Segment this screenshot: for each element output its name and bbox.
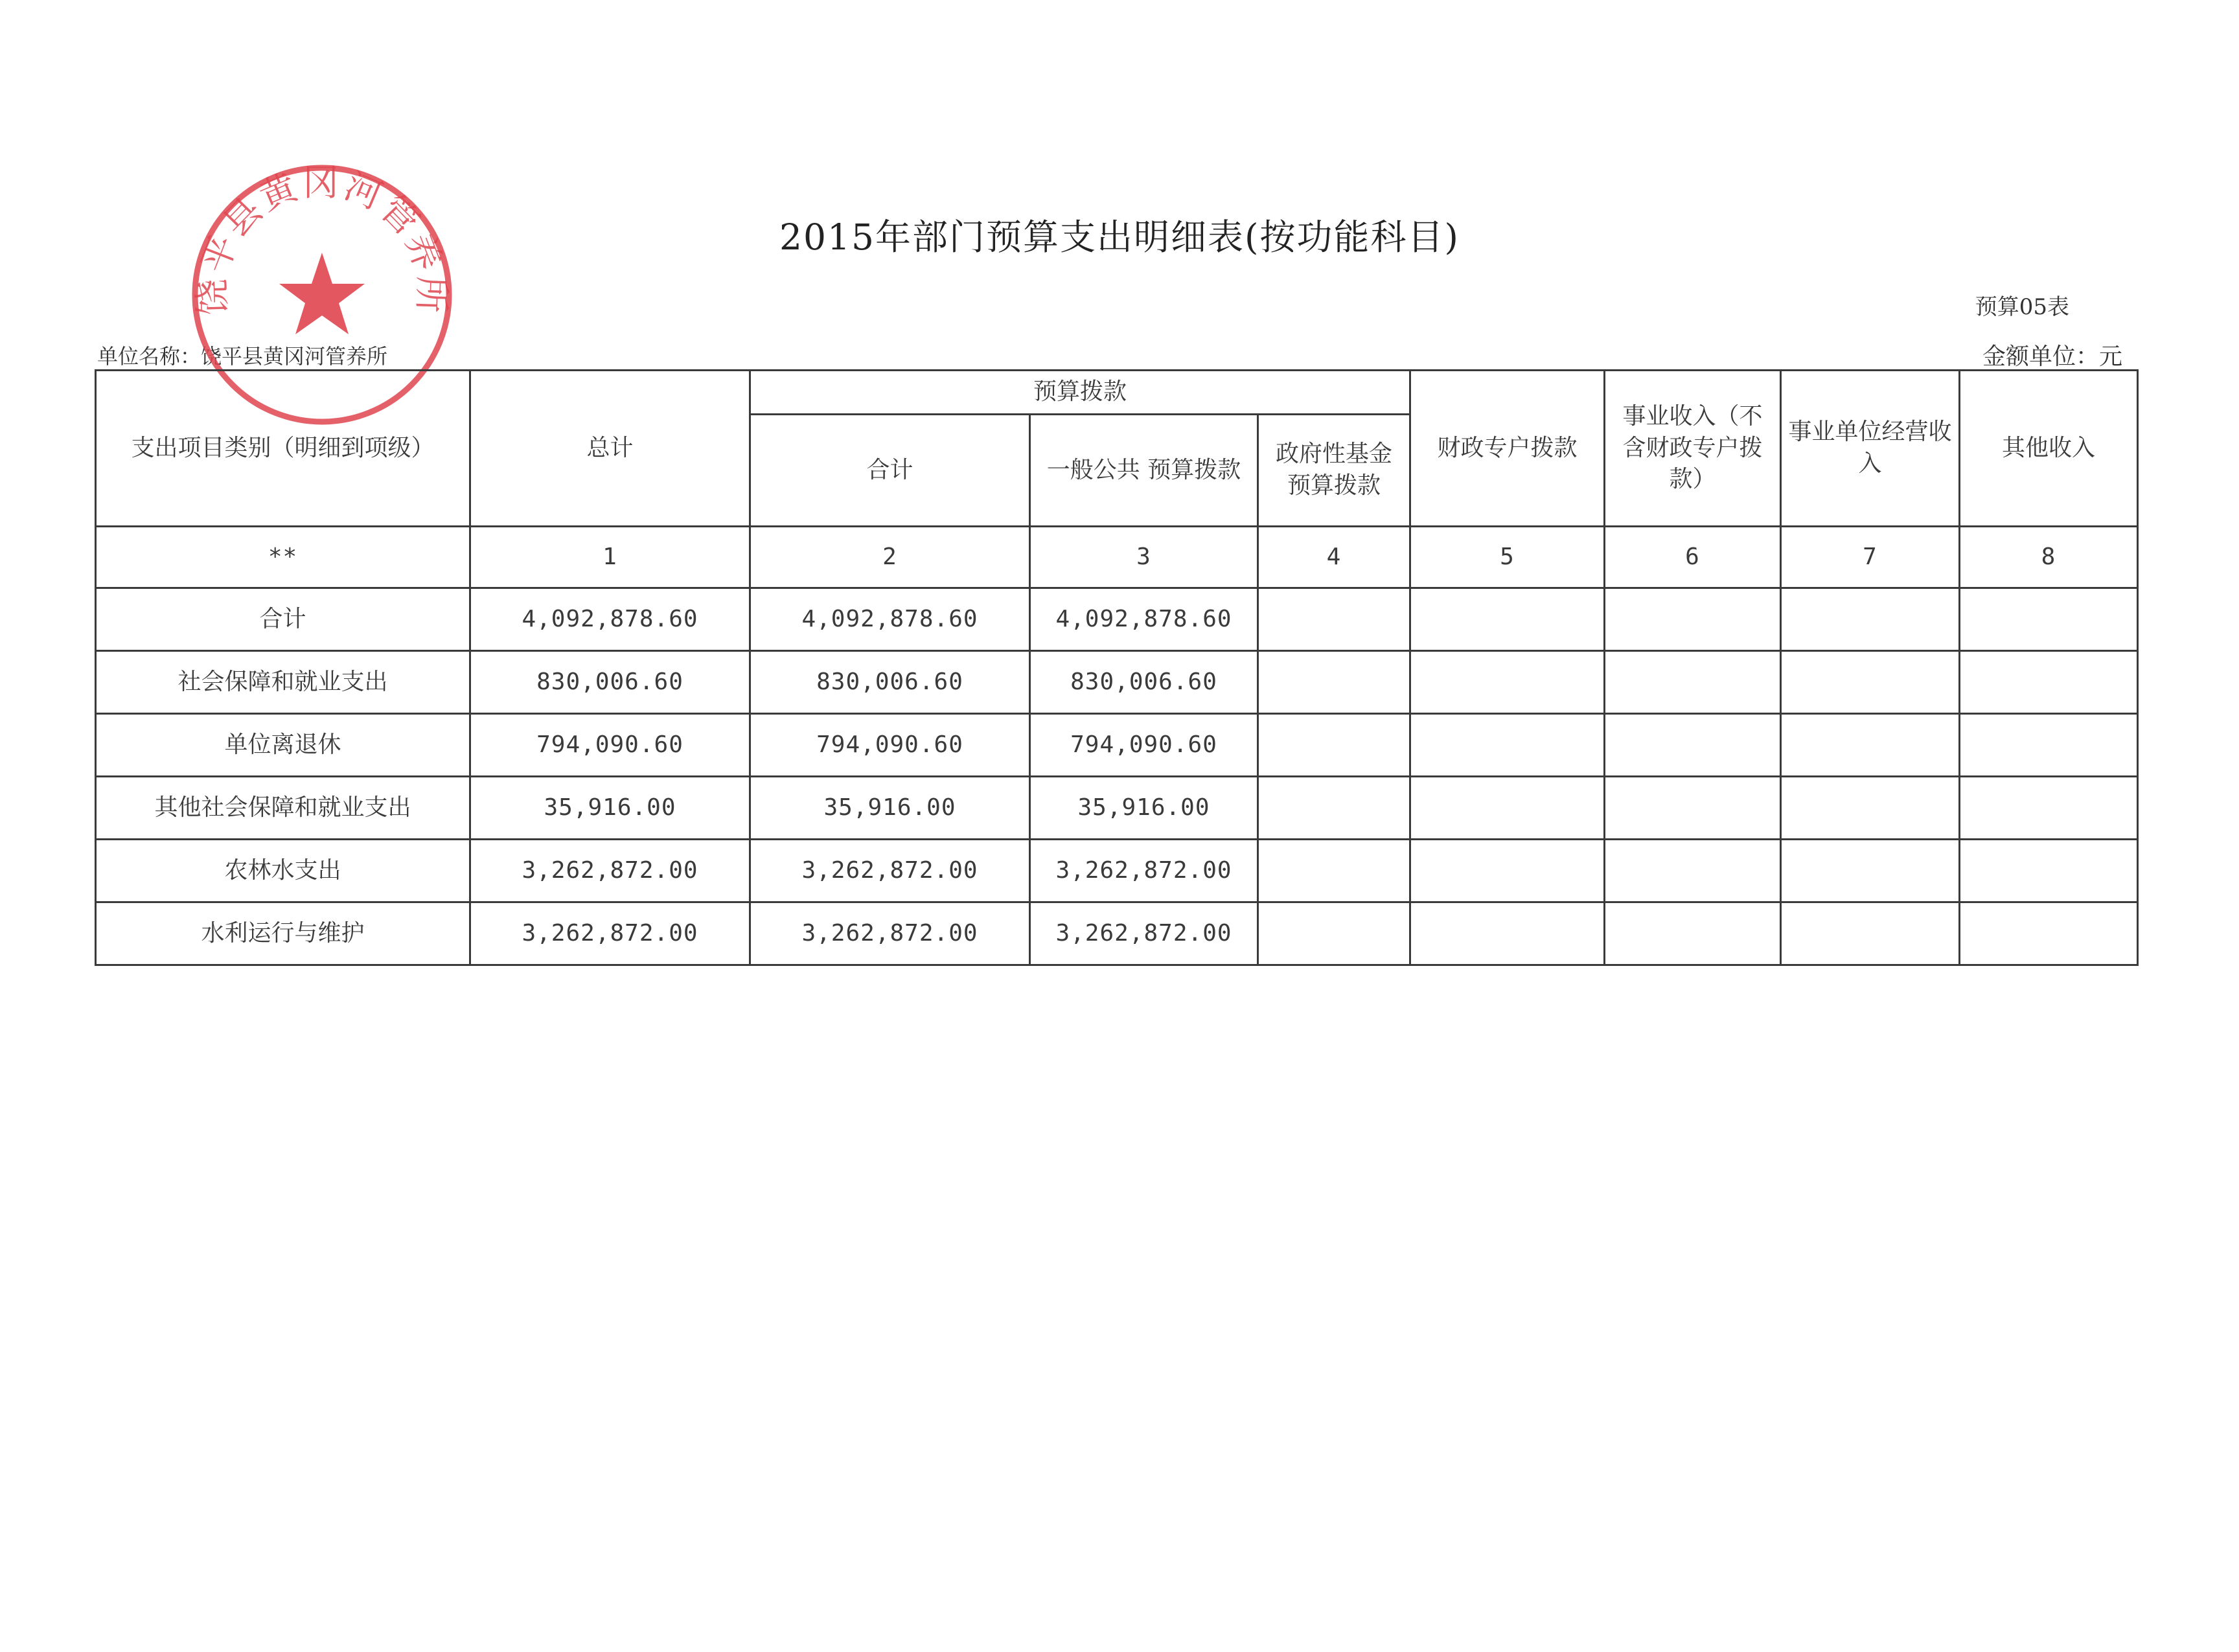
cell-empty bbox=[1605, 777, 1781, 840]
cell-empty bbox=[1258, 840, 1410, 902]
cell-empty bbox=[1960, 777, 2138, 840]
cell-subtotal: 35,916.00 bbox=[750, 777, 1030, 840]
cell-subtotal: 3,262,872.00 bbox=[750, 840, 1030, 902]
table-row bbox=[96, 777, 2138, 840]
col-number: ** bbox=[96, 527, 470, 588]
seal-star-icon bbox=[279, 253, 365, 334]
cell-empty bbox=[1258, 777, 1410, 840]
cell-total: 3,262,872.00 bbox=[470, 902, 750, 965]
header-gov-fund: 政府性基金预算拨款 bbox=[1258, 415, 1410, 527]
cell-empty bbox=[1781, 714, 1960, 777]
cell-subtotal: 830,006.60 bbox=[750, 651, 1030, 714]
cell-subtotal: 794,090.60 bbox=[750, 714, 1030, 777]
header-other-income: 其他收入 bbox=[1960, 371, 2138, 527]
cell-subtotal: 4,092,878.60 bbox=[750, 588, 1030, 651]
header-business-income: 事业收入（不含财政专户拨款） bbox=[1605, 371, 1781, 527]
table-row bbox=[96, 714, 2138, 777]
cell-general: 3,262,872.00 bbox=[1030, 840, 1258, 902]
cell-empty bbox=[1960, 651, 2138, 714]
cell-empty bbox=[1960, 840, 2138, 902]
header-row-1 bbox=[96, 371, 2138, 415]
cell-total: 794,090.60 bbox=[470, 714, 750, 777]
cell-empty bbox=[1781, 588, 1960, 651]
row-label: 社会保障和就业支出 bbox=[96, 651, 470, 714]
header-budget-group: 预算拨款 bbox=[750, 371, 1410, 415]
column-number-row bbox=[96, 527, 2138, 588]
header-operating-income: 事业单位经营收入 bbox=[1781, 371, 1960, 527]
unit-name-label: 单位名称： bbox=[97, 344, 201, 369]
form-code: 预算05表 bbox=[1975, 294, 2069, 320]
col-number: 5 bbox=[1410, 527, 1605, 588]
seal-text: 饶平县黄冈河管养所 bbox=[191, 162, 453, 316]
cell-total: 3,262,872.00 bbox=[470, 840, 750, 902]
cell-empty bbox=[1410, 651, 1605, 714]
cell-general: 3,262,872.00 bbox=[1030, 902, 1258, 965]
unit-name-value: 饶平县黄冈河管养所 bbox=[201, 344, 388, 369]
cell-subtotal: 3,262,872.00 bbox=[750, 902, 1030, 965]
cell-empty bbox=[1960, 902, 2138, 965]
header-category: 支出项目类别（明细到项级） bbox=[96, 371, 470, 527]
row-label: 其他社会保障和就业支出 bbox=[96, 777, 470, 840]
cell-empty bbox=[1605, 840, 1781, 902]
table-row bbox=[96, 902, 2138, 965]
cell-empty bbox=[1410, 588, 1605, 651]
header-general-budget: 一般公共 预算拨款 bbox=[1030, 415, 1258, 527]
cell-empty bbox=[1960, 714, 2138, 777]
amount-unit: 金额单位：元 bbox=[1982, 343, 2122, 370]
cell-empty bbox=[1781, 777, 1960, 840]
budget-expenditure-table bbox=[95, 369, 2139, 966]
cell-general: 794,090.60 bbox=[1030, 714, 1258, 777]
cell-empty bbox=[1605, 651, 1781, 714]
cell-empty bbox=[1605, 714, 1781, 777]
page-title: 2015年部门预算支出明细表(按功能科目) bbox=[779, 216, 1460, 258]
col-number: 4 bbox=[1258, 527, 1410, 588]
table-row bbox=[96, 840, 2138, 902]
table-row bbox=[96, 651, 2138, 714]
cell-empty bbox=[1781, 902, 1960, 965]
cell-empty bbox=[1258, 588, 1410, 651]
cell-total: 35,916.00 bbox=[470, 777, 750, 840]
cell-empty bbox=[1258, 902, 1410, 965]
cell-general: 35,916.00 bbox=[1030, 777, 1258, 840]
cell-general: 4,092,878.60 bbox=[1030, 588, 1258, 651]
row-label: 农林水支出 bbox=[96, 840, 470, 902]
row-label: 合计 bbox=[96, 588, 470, 651]
cell-empty bbox=[1410, 840, 1605, 902]
col-number: 2 bbox=[750, 527, 1030, 588]
cell-total: 4,092,878.60 bbox=[470, 588, 750, 651]
header-total: 总计 bbox=[470, 371, 750, 527]
col-number: 8 bbox=[1960, 527, 2138, 588]
col-number: 6 bbox=[1605, 527, 1781, 588]
cell-empty bbox=[1258, 714, 1410, 777]
header-budget-subtotal: 合计 bbox=[750, 415, 1030, 527]
cell-empty bbox=[1410, 714, 1605, 777]
cell-empty bbox=[1410, 902, 1605, 965]
table-row-total bbox=[96, 588, 2138, 651]
cell-empty bbox=[1258, 651, 1410, 714]
cell-empty bbox=[1960, 588, 2138, 651]
cell-empty bbox=[1410, 777, 1605, 840]
cell-empty bbox=[1781, 840, 1960, 902]
col-number: 7 bbox=[1781, 527, 1960, 588]
cell-empty bbox=[1781, 651, 1960, 714]
cell-total: 830,006.60 bbox=[470, 651, 750, 714]
row-label: 水利运行与维护 bbox=[96, 902, 470, 965]
row-label: 单位离退休 bbox=[96, 714, 470, 777]
col-number: 1 bbox=[470, 527, 750, 588]
cell-empty bbox=[1605, 588, 1781, 651]
cell-empty bbox=[1605, 902, 1781, 965]
cell-general: 830,006.60 bbox=[1030, 651, 1258, 714]
header-fiscal-special: 财政专户拨款 bbox=[1410, 371, 1605, 527]
col-number: 3 bbox=[1030, 527, 1258, 588]
